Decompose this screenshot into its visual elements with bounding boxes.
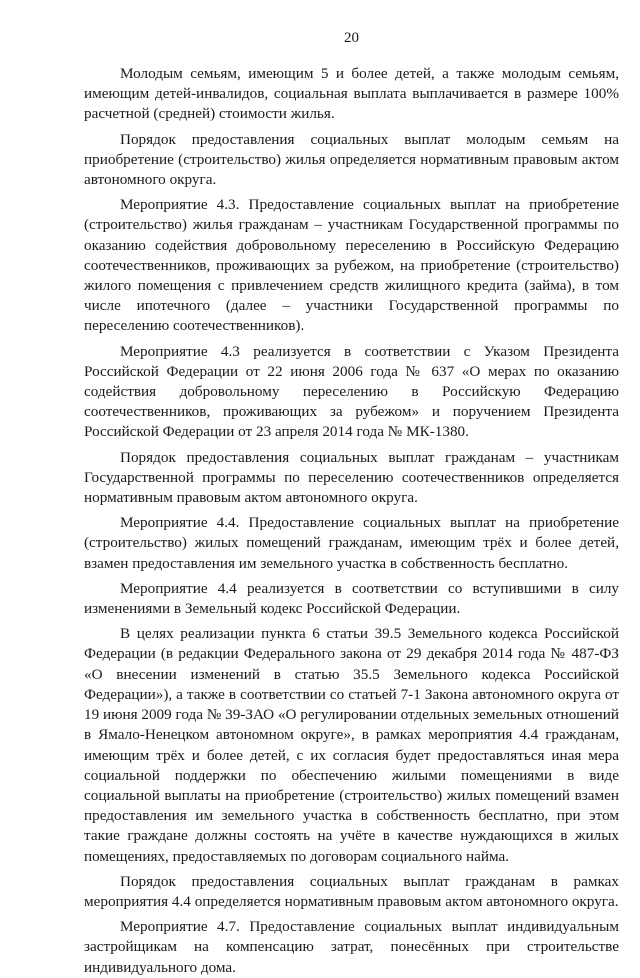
paragraph-land-code-details: В целях реализации пункта 6 статьи 39.5 Земельного кодекса Российской Федерации (в редакции Федерального закона от 29 декабря 2014 года № 487-ФЗ «О внесении изменений в статью 35.5 Земельного кодекса Российской Федерации»), а также в соответствии со статьей 7-1 Закона автономного округа от 19 июня 2009 года № 39-ЗАО «О регулировании отдельных земельных отношений в Ямало-Ненецком автономном округе», в рамках мероприятия 4.4 гражданам, имеющим трёх и более детей, с их согласия будет предоставляться иная мера социальной поддержки по обеспечению жилыми помещениями в виде социальной выплаты на приобретение (строительство) жилых помещений взамен предоставления им земельного участка в собственность бесплатно, при этом такие граждане должны состоять на учёте в качестве нуждающихся в жилых помещениях, предоставляемых по договорам социального найма. [84, 625, 619, 865]
paragraph-measure-4-4-basis: Мероприятие 4.4 реализуется в соответствии со вступившими в силу изменениями в Земельный кодекс Российской Федерации. [84, 579, 619, 618]
paragraph-young-families-procedure: Порядок предоставления социальных выплат молодым семьям на приобретение (строительство) жилья определяется нормативным правовым актом автономного округа. [84, 130, 619, 189]
paragraph-measure-4-7: Мероприятие 4.7. Предоставление социальных выплат индивидуальным застройщикам на компенсацию затрат, понесённых при строительстве индивидуального дома. [84, 918, 619, 976]
paragraph-measure-4-3-basis: Мероприятие 4.3 реализуется в соответствии с Указом Президента Российской Федерации от 22 июня 2006 года № 637 «О мерах по оказанию содействия добровольному переселению в Российскую Федерацию соотечественников, проживающих за рубежом» и поручением Президента Российской Федерации от 23 апреля 2014 года № МК-1380. [84, 342, 619, 441]
document-page [84, 28, 619, 978]
paragraph-measure-4-3: Мероприятие 4.3. Предоставление социальных выплат на приобретение (строительство) жилья гражданам – участникам Государственной программы по оказанию содействия добровольному переселению в Российскую Федерацию соотечественников, проживающих за рубежом, на приобретение (строительство) жилого помещения с привлечением средств жилищного кредита (займа), в том числе ипотечного (далее – участники Государственной программы по переселению соотечественников). [84, 196, 619, 335]
paragraph-measure-4-4: Мероприятие 4.4. Предоставление социальных выплат на приобретение (строительство) жилых помещений гражданам, имеющим трёх и более детей, взамен предоставления им земельного участка в собственность бесплатно. [84, 514, 619, 572]
paragraph-young-families-payment: Молодым семьям, имеющим 5 и более детей, а также молодым семьям, имеющим детей-инвалидов, социальная выплата выплачивается в размере 100% расчетной (средней) стоимости жилья. [84, 65, 619, 123]
page-number: 20 [344, 30, 359, 46]
paragraph-measure-4-3-procedure: Порядок предоставления социальных выплат гражданам – участникам Государственной программы по переселению соотечественников определяется нормативным правовым актом автономного округа. [84, 448, 619, 507]
paragraph-measure-4-4-procedure: Порядок предоставления социальных выплат гражданам в рамках мероприятия 4.4 определяется нормативным правовым актом автономного округа. [84, 872, 619, 910]
